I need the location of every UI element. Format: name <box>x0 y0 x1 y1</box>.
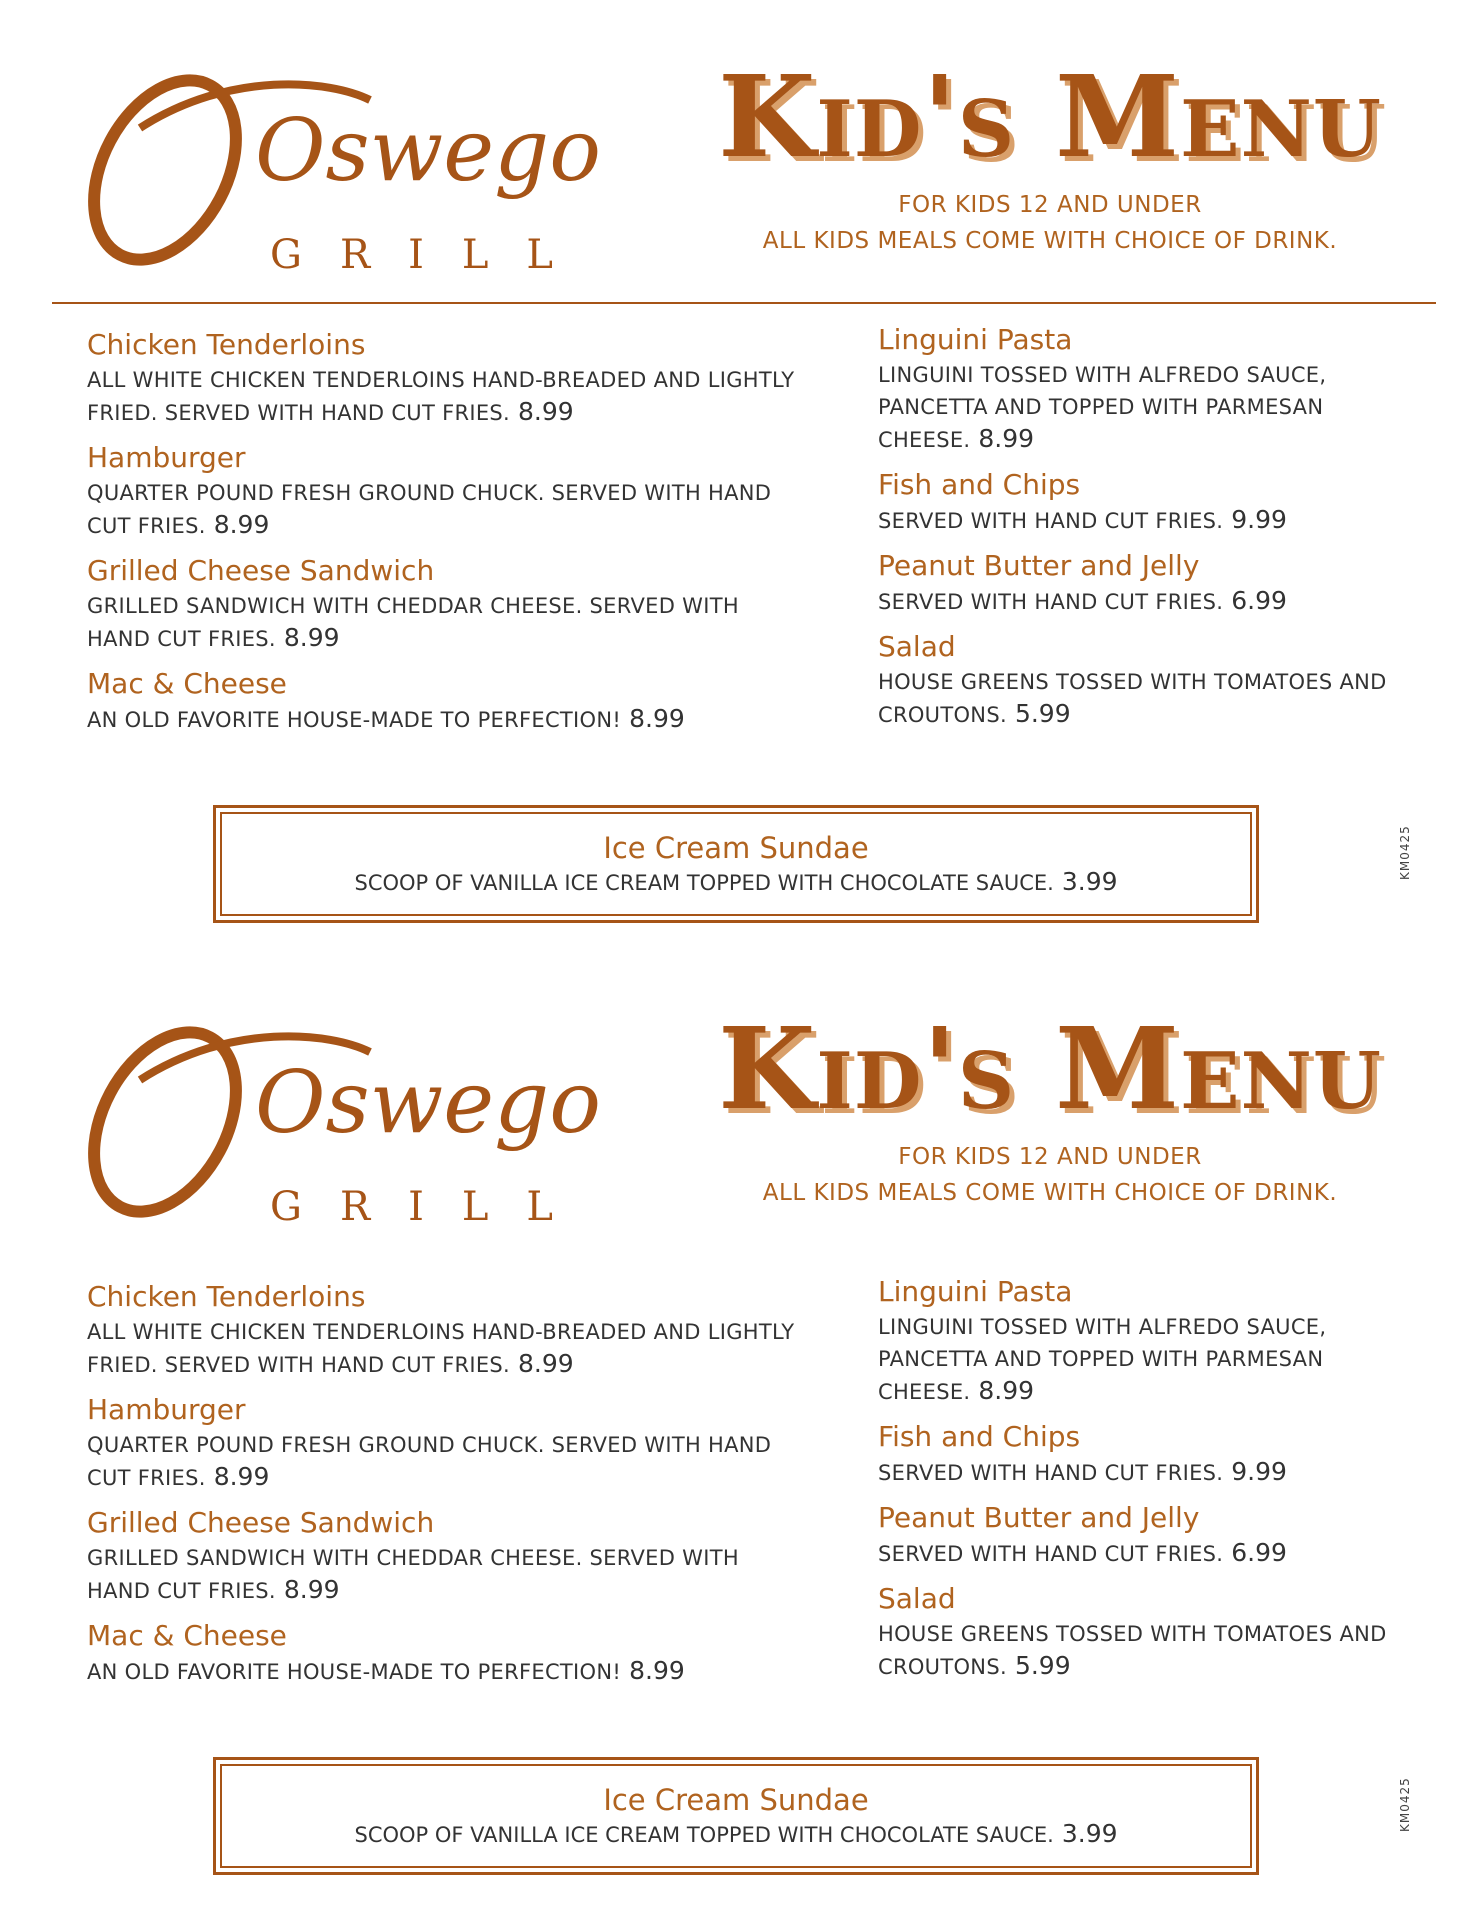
oswego-grill-logo <box>70 40 630 280</box>
item-price: 8.99 <box>213 1462 270 1491</box>
item-description: SERVED WITH HAND CUT FRIES. 9.99 <box>878 1457 1287 1486</box>
dessert-price: 3.99 <box>1061 1819 1118 1848</box>
item-description: ALL WHITE CHICKEN TENDERLOINS HAND-BREADED AND LIGHTLY FRIED. SERVED WITH HAND CUT FRIES. 8.99 <box>87 368 795 426</box>
menu-column-left <box>87 326 807 746</box>
item-price: 8.99 <box>629 704 685 733</box>
dessert-name: Ice Cream Sundae <box>603 831 869 865</box>
menu-item <box>87 1504 807 1607</box>
item-name: Chicken Tenderloins <box>87 328 366 361</box>
item-price: 8.99 <box>978 424 1035 453</box>
item-name: Fish and Chips <box>878 468 1081 501</box>
menu-item <box>87 1391 807 1494</box>
item-price: 9.99 <box>1231 1457 1287 1486</box>
item-price: 6.99 <box>1231 586 1287 615</box>
item-name: Grilled Cheese Sandwich <box>87 1506 435 1539</box>
menu-item <box>878 628 1438 731</box>
dessert-box-inner <box>220 1764 1252 1868</box>
menu-column-left <box>87 1278 807 1698</box>
item-description: QUARTER POUND FRESH GROUND CHUCK. SERVED WITH HAND CUT FRIES. 8.99 <box>87 1433 772 1491</box>
page-title: Kid's Menu <box>718 52 1382 183</box>
menu-item <box>878 321 1438 456</box>
item-description: LINGUINI TOSSED WITH ALFREDO SAUCE, PANCETTA AND TOPPED WITH PARMESAN CHEESE. 8.99 <box>878 363 1327 453</box>
item-description: AN OLD FAVORITE HOUSE-MADE TO PERFECTION! 8.99 <box>87 1656 685 1685</box>
item-price: 8.99 <box>518 1349 574 1378</box>
logo-sub-text: GRILL <box>270 232 591 278</box>
item-name: Hamburger <box>87 1393 246 1426</box>
item-name: Salad <box>878 1582 956 1615</box>
dessert-box <box>213 805 1259 923</box>
menu-item <box>878 1580 1438 1683</box>
dessert-box <box>213 1757 1259 1875</box>
dessert-description: SCOOP OF VANILLA ICE CREAM TOPPED WITH CHOCOLATE SAUCE. 3.99 <box>354 1819 1118 1848</box>
dessert-description: SCOOP OF VANILLA ICE CREAM TOPPED WITH CHOCOLATE SAUCE. 3.99 <box>354 867 1118 896</box>
dessert-box-inner <box>220 812 1252 916</box>
menu-item <box>87 326 807 429</box>
dessert-name: Ice Cream Sundae <box>603 1783 869 1817</box>
logo-script-text: Oswego <box>255 101 601 201</box>
menu-column-right <box>878 1273 1438 1693</box>
item-description: SERVED WITH HAND CUT FRIES. 6.99 <box>878 1538 1287 1567</box>
item-description: QUARTER POUND FRESH GROUND CHUCK. SERVED WITH HAND CUT FRIES. 8.99 <box>87 481 772 539</box>
subtitle-age: FOR KIDS 12 AND UNDER <box>898 1144 1202 1170</box>
item-name: Mac & Cheese <box>87 667 287 700</box>
item-name: Chicken Tenderloins <box>87 1280 366 1313</box>
menu-item <box>87 1278 807 1381</box>
item-name: Fish and Chips <box>878 1420 1081 1453</box>
item-price: 9.99 <box>1231 505 1287 534</box>
item-name: Mac & Cheese <box>87 1619 287 1652</box>
menu-code: KM0425 <box>1398 825 1412 880</box>
menu-item <box>87 665 807 736</box>
logo-graphic <box>70 40 630 280</box>
logo-script-text: Oswego <box>255 1053 601 1153</box>
subtitle-age: FOR KIDS 12 AND UNDER <box>898 192 1202 218</box>
logo-sub-text: GRILL <box>270 1184 591 1230</box>
page-title: Kid's Menu <box>718 1004 1382 1135</box>
item-description: LINGUINI TOSSED WITH ALFREDO SAUCE, PANCETTA AND TOPPED WITH PARMESAN CHEESE. 8.99 <box>878 1315 1327 1405</box>
menu-code: KM0425 <box>1398 1777 1412 1832</box>
item-description: ALL WHITE CHICKEN TENDERLOINS HAND-BREADED AND LIGHTLY FRIED. SERVED WITH HAND CUT FRIES. 8.99 <box>87 1320 795 1378</box>
menu-column-right <box>878 321 1438 741</box>
item-description: HOUSE GREENS TOSSED WITH TOMATOES AND CROUTONS. 5.99 <box>878 670 1387 728</box>
oswego-grill-logo <box>70 992 630 1232</box>
item-name: Salad <box>878 630 956 663</box>
item-name: Linguini Pasta <box>878 323 1073 356</box>
item-price: 6.99 <box>1231 1538 1287 1567</box>
item-name: Hamburger <box>87 441 246 474</box>
menu-item <box>87 1617 807 1688</box>
item-price: 8.99 <box>283 623 340 652</box>
subtitle-drink: ALL KIDS MEALS COME WITH CHOICE OF DRINK. <box>762 1180 1338 1206</box>
menu-item <box>878 1418 1438 1489</box>
menu-item <box>87 552 807 655</box>
dessert-price: 3.99 <box>1061 867 1118 896</box>
item-description: GRILLED SANDWICH WITH CHEDDAR CHEESE. SERVED WITH HAND CUT FRIES. 8.99 <box>87 1546 739 1604</box>
header-divider <box>52 302 1436 304</box>
item-description: AN OLD FAVORITE HOUSE-MADE TO PERFECTION! 8.99 <box>87 704 685 733</box>
logo-graphic <box>70 992 630 1232</box>
item-description: HOUSE GREENS TOSSED WITH TOMATOES AND CROUTONS. 5.99 <box>878 1622 1387 1680</box>
menu-item <box>878 466 1438 537</box>
item-description: SERVED WITH HAND CUT FRIES. 9.99 <box>878 505 1287 534</box>
item-price: 5.99 <box>1014 699 1071 728</box>
item-description: SERVED WITH HAND CUT FRIES. 6.99 <box>878 586 1287 615</box>
subtitle-drink: ALL KIDS MEALS COME WITH CHOICE OF DRINK. <box>762 228 1338 254</box>
item-name: Linguini Pasta <box>878 1275 1073 1308</box>
item-price: 8.99 <box>518 397 574 426</box>
menu-copy-bottom <box>0 952 1484 1912</box>
item-description: GRILLED SANDWICH WITH CHEDDAR CHEESE. SERVED WITH HAND CUT FRIES. 8.99 <box>87 594 739 652</box>
menu-item <box>87 439 807 542</box>
item-price: 8.99 <box>629 1656 685 1685</box>
item-price: 8.99 <box>978 1376 1035 1405</box>
item-price: 5.99 <box>1014 1651 1071 1680</box>
menu-item <box>878 1499 1438 1570</box>
menu-item <box>878 1273 1438 1408</box>
item-name: Peanut Butter and Jelly <box>878 549 1200 582</box>
item-price: 8.99 <box>283 1575 340 1604</box>
menu-item <box>878 547 1438 618</box>
item-name: Peanut Butter and Jelly <box>878 1501 1200 1534</box>
item-price: 8.99 <box>213 510 270 539</box>
item-name: Grilled Cheese Sandwich <box>87 554 435 587</box>
